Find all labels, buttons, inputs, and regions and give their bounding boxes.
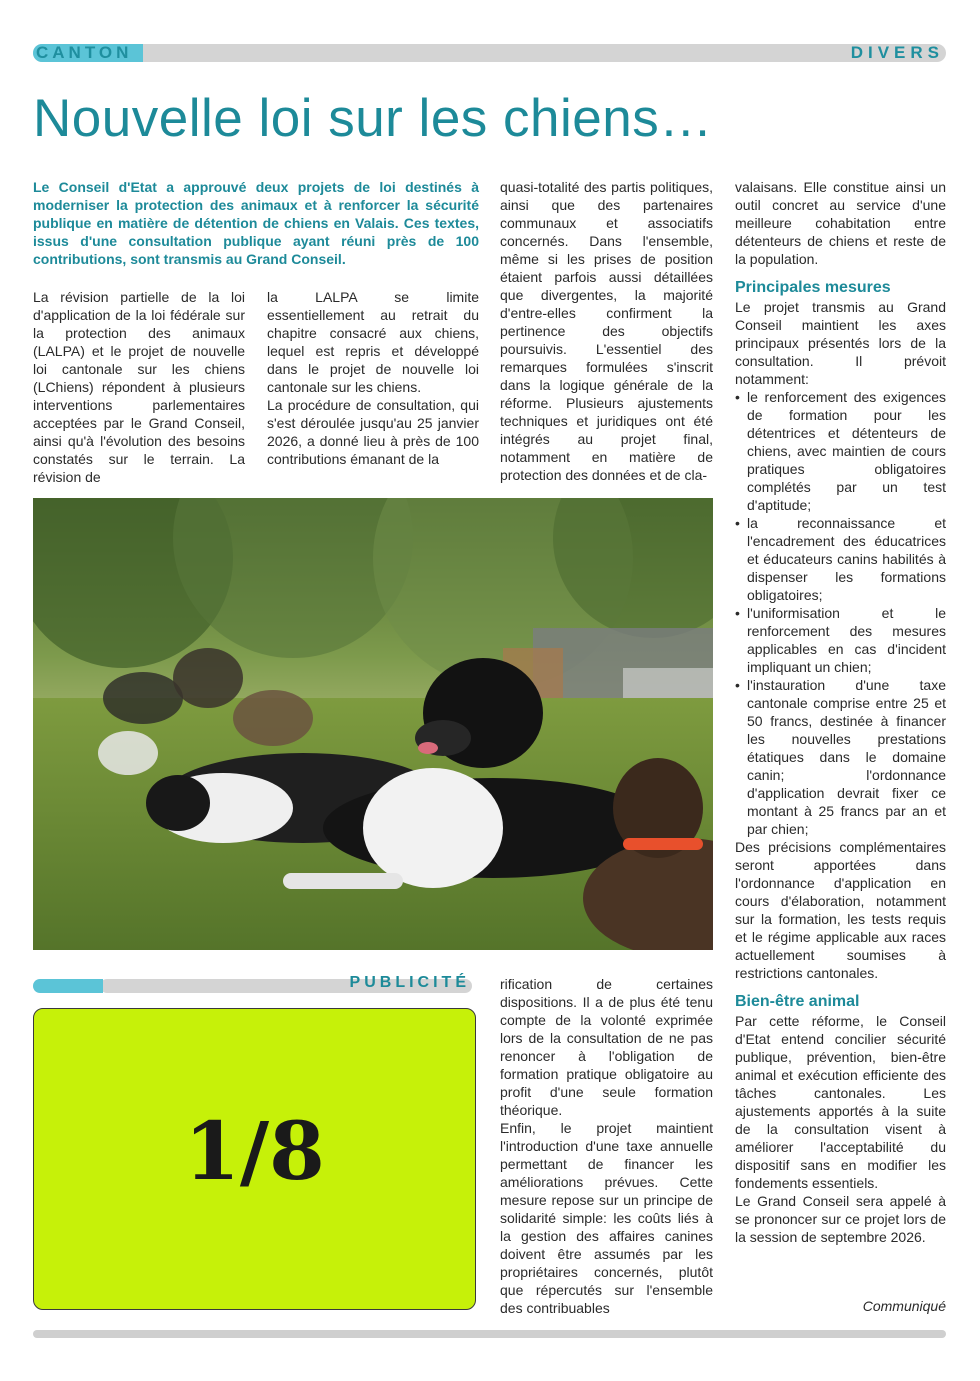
- header-bar: [33, 44, 946, 62]
- paragraph: Le projet transmis au Grand Conseil maintient les axes principaux présentés lors de la consultation. Il prévoit notamment:: [735, 299, 946, 387]
- ad-size-text: 1/8: [184, 1104, 325, 1198]
- footer-bar: [33, 1330, 946, 1338]
- paragraph: la LALPA se limite essentiellement au retrait du chapitre consacré aux chiens, lequel est repris et développé dans le projet de nouvelle loi cantonale sur les chiens.: [267, 289, 479, 395]
- article-lead: Le Conseil d'Etat a approuvé deux projets de loi destinés à moderniser la protection des animaux et à renforcer la sécurité publique en matière de détention de chiens en Valais. Ces textes, issus d'une consultation publique ayant réuni près de 100 contributions, sont transmis au Grand Conseil.: [33, 179, 479, 267]
- list-item: • l'instauration d'une taxe cantonale comprise entre 25 et 50 francs, destinée à financer les nouvelles prestations étatiques dans le domaine canin; l'ordonnance d'application devrait fixer ce montant à 25 francs par an et par chien;: [735, 676, 946, 838]
- paragraph: Le Grand Conseil sera appelé à se prononcer sur ce projet lors de la session de septembre 2026.: [735, 1193, 946, 1245]
- paragraph: valaisans. Elle constitue ainsi un outil concret au service d'une meilleure cohabitation entre détenteurs de chiens et reste de la population.: [735, 179, 946, 267]
- subheading-principales-mesures: Principales mesures: [735, 279, 891, 296]
- ad-header-accent: [33, 979, 103, 993]
- article-column-2: [267, 288, 479, 468]
- list-item: • le renforcement des exigences de formation pour les détentrices et détenteurs de chiens, avec maintien de cours pratiques obligatoires complétés par un test d'aptitude;: [735, 388, 946, 514]
- measures-list: [735, 388, 946, 838]
- ad-label: PUBLICITÉ: [349, 974, 470, 991]
- section-label-canton: CANTON: [36, 43, 133, 62]
- subheading-bien-etre-animal: Bien-être animal: [735, 993, 860, 1010]
- paragraph: rification de certaines dispositions. Il a de plus été tenu compte de la volonté exprimée lors de la consultation de ne pas renoncer à l'obligation de formation pratique obligatoire au profit d'une seule formation théorique.: [500, 976, 713, 1118]
- dogs-illustration: [33, 498, 713, 950]
- section-label-divers: DIVERS: [850, 43, 944, 62]
- article-title: Nouvelle loi sur les chiens…: [33, 89, 713, 148]
- article-column-3-top: [500, 178, 713, 484]
- paragraph: Des précisions complémentaires seront apportées dans l'ordonnance d'application en cours d'élaboration, notamment sur la formation, les tests requis et le régime applicable aux races actuellement soumises à restrictions cantonales.: [735, 839, 946, 981]
- paragraph: La procédure de consultation, qui s'est déroulée jusqu'au 25 janvier 2026, a donné lieu à près de 100 contributions émanant de la: [267, 397, 479, 467]
- paragraph: quasi-totalité des partis politiques, ainsi que des partenaires communaux et associatifs concernés. Dans l'ensemble, même si les prises de position étaient parfois aussi détaillées que divergentes, la majorité d'entre-elles confirment la pertinence des objectifs poursuivis. L'essentiel des remarques formulées s'inscrit dans la logique générale de la réforme. Plusieurs ajustements techniques et juridiques ont été intégrés au projet final, notamment en matière de protection des données et de cla-: [500, 179, 713, 483]
- list-item: • la reconnaissance et l'encadrement des éducatrices et éducateurs canins habilités à dispenser les formations obligatoires;: [735, 514, 946, 604]
- article-column-1: [33, 288, 245, 486]
- dogs-photo: [33, 498, 713, 950]
- article-signature: Communiqué: [862, 1298, 946, 1314]
- paragraph: La révision partielle de la loi d'application de la loi fédérale sur la protection des animaux (LALPA) et le projet de nouvelle loi cantonale sur les chiens (LChiens) répondent à plusieurs interventions parlementaires acceptées par le Grand Conseil, ainsi qu'à l'évolution des besoins constatés sur le terrain. La révision de: [33, 289, 245, 485]
- article-column-4: [735, 178, 946, 1246]
- paragraph: Enfin, le projet maintient l'introduction d'une taxe annuelle permettant de financer les améliorations prévues. Cette mesure repose sur un principe de solidarité simple: les coûts liés à la gestion des affaires canines doivent être assumés par les propriétaires concernés, plutôt que répercutés sur l'ensemble des contribuables: [500, 1120, 713, 1316]
- article-column-3-bottom: [500, 975, 713, 1317]
- list-item: • l'uniformisation et le renforcement des mesures applicables en cas d'incident impliquant un chien;: [735, 604, 946, 676]
- ad-placeholder[interactable]: [33, 1008, 476, 1310]
- paragraph: Par cette réforme, le Conseil d'Etat entend concilier sécurité publique, prévention, bien-être animal et exécution efficiente des tâches cantonales. Les ajustements apportés à la suite de la consultation visent à améliorer l'acceptabilité du dispositif sans en modifier les fondements essentiels.: [735, 1013, 946, 1191]
